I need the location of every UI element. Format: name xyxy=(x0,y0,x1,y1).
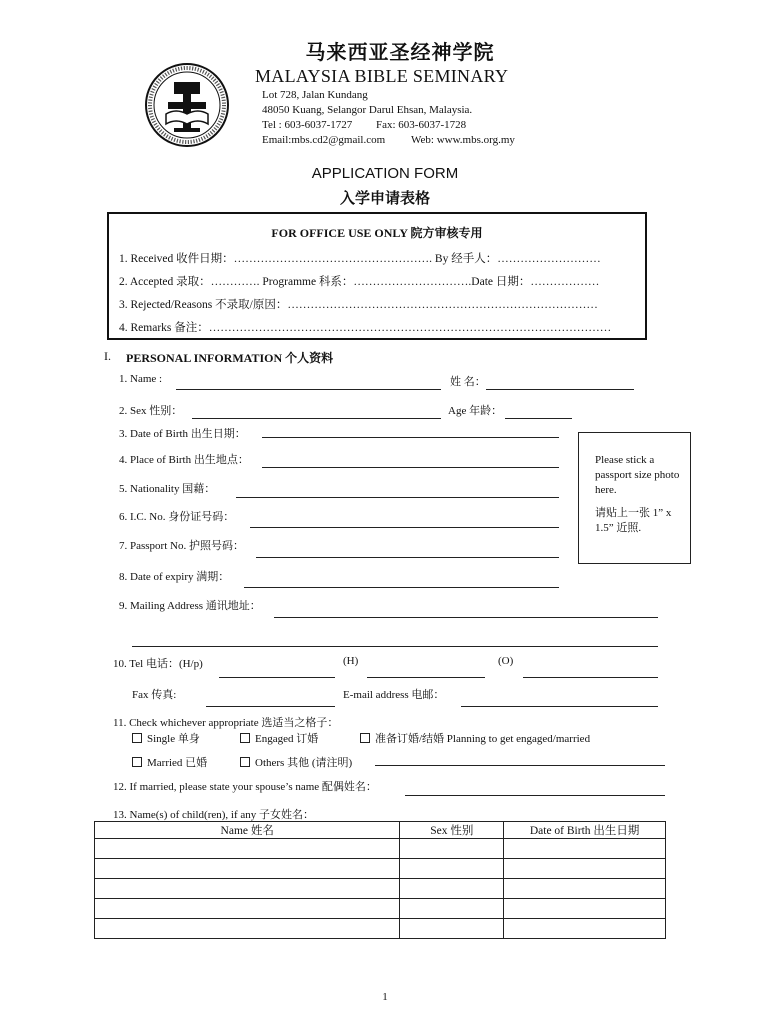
email: Email:mbs.cd2@gmail.com xyxy=(262,134,386,146)
fax-field[interactable] xyxy=(206,706,335,707)
photo-instruction-cn: 请贴上一张 1” x 1.5” 近照. xyxy=(595,507,672,534)
phone: Tel : 603-6037-1727 xyxy=(262,119,353,131)
office-row-rejected: 3. Rejected/Reasons 不录取/原因：……………………………………………………………………… xyxy=(119,299,598,311)
children-table xyxy=(94,821,666,939)
photo-box xyxy=(578,432,691,564)
nationality-label: 5. Nationality 国藉： xyxy=(119,483,216,495)
photo-instruction-en: Please stick a passport size photo here. xyxy=(595,454,680,496)
mailing-label: 9. Mailing Address 通讯地址： xyxy=(119,600,261,612)
email-label: E-mail address 电邮： xyxy=(343,689,445,701)
option-single[interactable] xyxy=(132,730,200,746)
child-name-cell[interactable] xyxy=(95,879,400,899)
passport-field[interactable] xyxy=(256,557,559,558)
pob-label: 4. Place of Birth 出生地点： xyxy=(119,454,249,466)
table-row xyxy=(95,879,666,899)
form-title: APPLICATION FORM xyxy=(311,165,459,182)
seminary-logo xyxy=(144,62,230,148)
spouse-label: 12. If married, please state your spouse’s name 配偶姓名： xyxy=(113,781,377,793)
name-cn-field[interactable] xyxy=(486,389,634,390)
tel-o-label: (O) xyxy=(498,655,514,667)
col-dob-header: Date of Birth 出生日期 xyxy=(504,822,666,839)
option-others[interactable] xyxy=(240,754,352,770)
ic-label: 6. I.C. No. 身份证号码： xyxy=(119,511,235,523)
form-title-chinese: 入学申请表格 xyxy=(339,190,430,207)
age-field[interactable] xyxy=(505,418,572,419)
option-married-label: Married 已婚 xyxy=(147,757,208,769)
title-chinese: 马来西亚圣经神学院 xyxy=(305,42,495,64)
page-number: 1 xyxy=(382,991,388,1003)
pob-field[interactable] xyxy=(262,467,559,468)
children-label: 13. Name(s) of child(ren), if any 子女姓名： xyxy=(113,809,315,821)
option-others-label: Others 其他 (请注明) xyxy=(255,757,353,769)
sex-label: 2. Sex 性别： xyxy=(119,405,183,417)
child-sex-cell[interactable] xyxy=(400,839,504,859)
child-dob-cell[interactable] xyxy=(504,899,666,919)
child-dob-cell[interactable] xyxy=(504,879,666,899)
email-field[interactable] xyxy=(461,706,658,707)
age-label: Age 年龄： xyxy=(448,405,503,417)
fax: Fax: 603-6037-1728 xyxy=(376,119,467,131)
child-name-cell[interactable] xyxy=(95,839,400,859)
child-sex-cell[interactable] xyxy=(400,879,504,899)
ic-field[interactable] xyxy=(250,527,559,528)
table-row xyxy=(95,899,666,919)
office-row-remarks: 4. Remarks 备注：…………………………………………………………………………………………… xyxy=(119,322,612,334)
dob-label: 3. Date of Birth 出生日期： xyxy=(119,428,246,440)
expiry-field[interactable] xyxy=(244,587,559,588)
checkbox-engaged[interactable] xyxy=(240,733,250,743)
name-label: 1. Name : xyxy=(119,373,163,385)
option-engaged-label: Engaged 订婚 xyxy=(255,733,319,745)
photo-instructions xyxy=(595,453,685,536)
website: Web: www.mbs.org.my xyxy=(411,134,515,146)
option-planning[interactable] xyxy=(360,730,590,746)
marital-label: 11. Check whichever appropriate 选适当之格子： xyxy=(113,717,339,729)
child-sex-cell[interactable] xyxy=(400,859,504,879)
title-english: MALAYSIA BIBLE SEMINARY xyxy=(255,66,509,86)
tel-h-label: (H) xyxy=(343,655,359,667)
office-row-received: 1. Received 收件日期：……………………………………………. By 经手人：……………………… xyxy=(119,253,601,265)
table-row xyxy=(95,859,666,879)
option-single-label: Single 单身 xyxy=(147,733,200,745)
dob-field[interactable] xyxy=(262,437,559,438)
child-dob-cell[interactable] xyxy=(504,859,666,879)
mailing-field-2[interactable] xyxy=(132,646,658,647)
checkbox-others[interactable] xyxy=(240,757,250,767)
passport-label: 7. Passport No. 护照号码： xyxy=(119,540,244,552)
office-use-box xyxy=(107,212,647,340)
checkbox-planning[interactable] xyxy=(360,733,370,743)
section-number: I. xyxy=(104,349,111,363)
section-heading: PERSONAL INFORMATION 个人资料 xyxy=(126,351,334,365)
child-sex-cell[interactable] xyxy=(400,899,504,919)
child-sex-cell[interactable] xyxy=(400,919,504,939)
office-heading: FOR OFFICE USE ONLY 院方审核专用 xyxy=(271,226,483,240)
expiry-label: 8. Date of expiry 满期： xyxy=(119,571,230,583)
table-row xyxy=(95,919,666,939)
checkbox-single[interactable] xyxy=(132,733,142,743)
child-name-cell[interactable] xyxy=(95,899,400,919)
office-row-accepted: 2. Accepted 录取：…………. Programme 科系：………………………….Date 日期：……………… xyxy=(119,276,600,288)
checkbox-married[interactable] xyxy=(132,757,142,767)
address-line-2: 48050 Kuang, Selangor Darul Ehsan, Malaysia. xyxy=(262,104,473,116)
mailing-field-1[interactable] xyxy=(274,617,658,618)
col-name-header: Name 姓名 xyxy=(95,822,400,839)
tel-h-field[interactable] xyxy=(367,677,485,678)
others-field[interactable] xyxy=(375,765,665,766)
tel-hp-field[interactable] xyxy=(219,677,335,678)
tel-o-field[interactable] xyxy=(523,677,658,678)
name-cn-label: 姓 名： xyxy=(450,376,486,388)
col-sex-header: Sex 性别 xyxy=(400,822,504,839)
tel-label: 10. Tel 电话：(H/p) xyxy=(113,658,203,670)
address-line-1: Lot 728, Jalan Kundang xyxy=(262,89,368,101)
nationality-field[interactable] xyxy=(236,497,559,498)
sex-field[interactable] xyxy=(192,418,441,419)
option-married[interactable] xyxy=(132,754,207,770)
child-name-cell[interactable] xyxy=(95,859,400,879)
fax-label: Fax 传真: xyxy=(132,689,177,701)
child-dob-cell[interactable] xyxy=(504,839,666,859)
option-planning-label: 准备订婚/结婚 Planning to get engaged/married xyxy=(375,733,591,745)
spouse-field[interactable] xyxy=(405,795,665,796)
table-header-row xyxy=(95,822,666,839)
name-field[interactable] xyxy=(176,389,441,390)
table-row xyxy=(95,839,666,859)
option-engaged[interactable] xyxy=(240,730,318,746)
child-name-cell[interactable] xyxy=(95,919,400,939)
child-dob-cell[interactable] xyxy=(504,919,666,939)
